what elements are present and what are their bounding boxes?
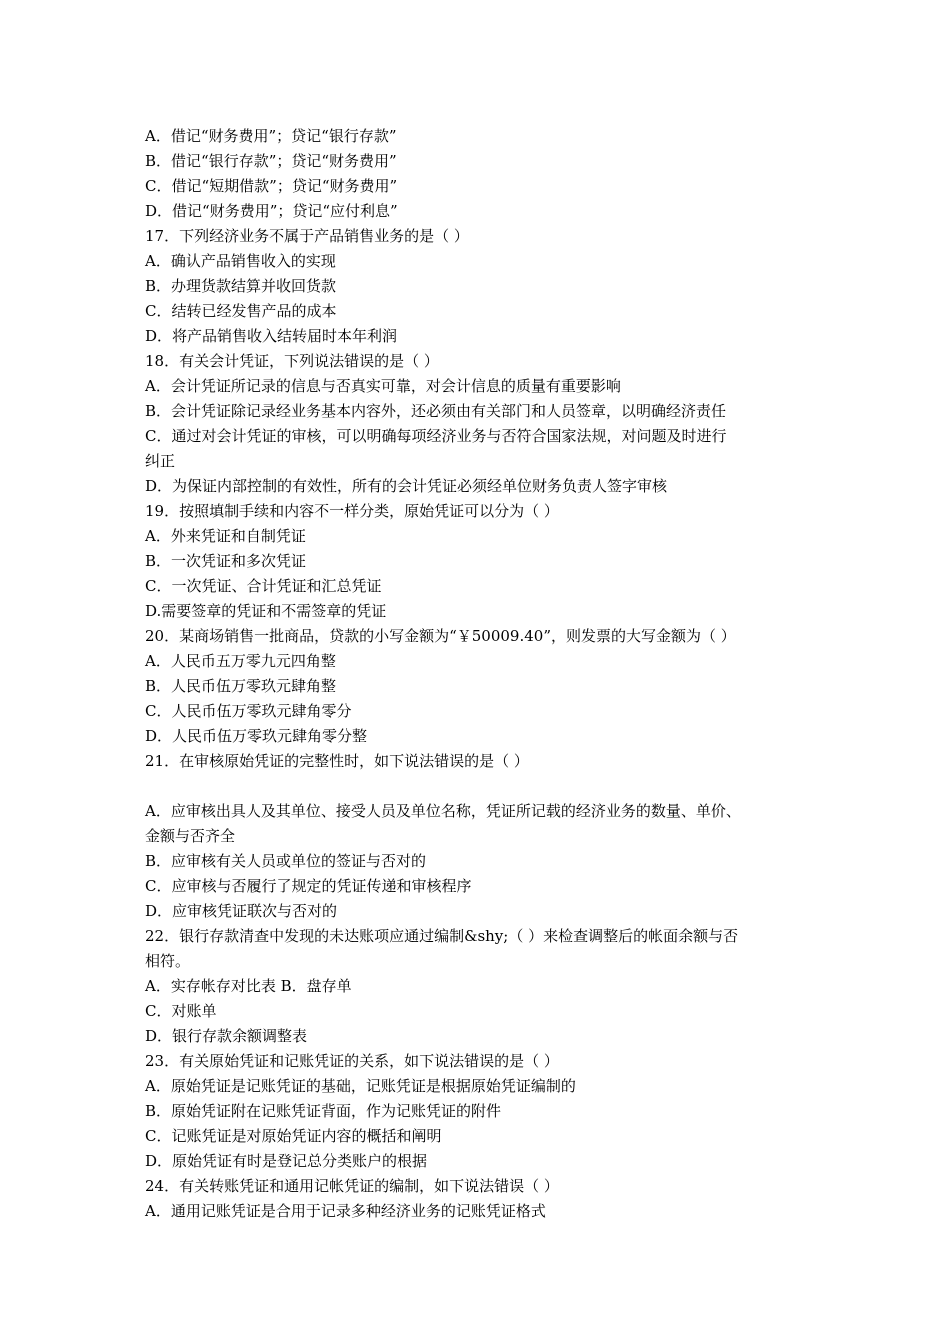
text-line: C．应审核与否履行了规定的凭证传递和审核程序 xyxy=(145,877,472,895)
text-line: D．人民币伍万零玖元肆角零分整 xyxy=(145,727,368,745)
text-line: 相符。 xyxy=(145,952,191,970)
text-line: B．借记“银行存款”；贷记“财务费用” xyxy=(145,152,397,170)
text-line: 金额与否齐全 xyxy=(145,827,236,845)
text-line: D．将产品销售收入结转届时本年利润 xyxy=(145,327,398,345)
question-line: 20．某商场销售一批商品，贷款的小写金额为“￥50009.40”，则发票的大写金额为（ ） xyxy=(145,627,736,645)
text-line: D．银行存款余额调整表 xyxy=(145,1027,308,1045)
blank-line xyxy=(145,774,835,799)
text-line: D．原始凭证有时是登记总分类账户的根据 xyxy=(145,1152,428,1170)
text-line: B．会计凭证除记录经业务基本内容外，还必须由有关部门和人员签章，以明确经济责任 xyxy=(145,402,727,420)
question-line: 22．银行存款清查中发现的未达账项应通过编制&shy;（ ）来检查调整后的帐面余额与否 xyxy=(145,927,739,945)
question-line: 23．有关原始凭证和记账凭证的关系，如下说法错误的是（ ） xyxy=(145,1052,559,1070)
text-line: D.需要签章的凭证和不需签章的凭证 xyxy=(145,602,387,620)
question-line: 24．有关转账凭证和通用记帐凭证的编制，如下说法错误（ ） xyxy=(145,1177,559,1195)
text-line: C．人民币伍万零玖元肆角零分 xyxy=(145,702,352,720)
text-line: B．一次凭证和多次凭证 xyxy=(145,552,307,570)
text-line: D．为保证内部控制的有效性，所有的会计凭证必须经单位财务负责人签字审核 xyxy=(145,477,668,495)
text-line: A．会计凭证所记录的信息与否真实可靠，对会计信息的质量有重要影响 xyxy=(145,377,621,395)
question-line: 19．按照填制手续和内容不一样分类，原始凭证可以分为（ ） xyxy=(145,502,559,520)
text-line: B．办理货款结算并收回货款 xyxy=(145,277,337,295)
text-line: B．人民币伍万零玖元肆角整 xyxy=(145,677,337,695)
text-line: A．原始凭证是记账凭证的基础，记账凭证是根据原始凭证编制的 xyxy=(145,1077,576,1095)
text-line: C．通过对会计凭证的审核，可以明确每项经济业务与否符合国家法规，对问题及时进行 xyxy=(145,427,727,445)
question-line: 17．下列经济业务不属于产品销售业务的是（ ） xyxy=(145,227,469,245)
text-line: A．借记“财务费用”；贷记“银行存款” xyxy=(145,127,397,145)
text-line: C．记账凭证是对原始凭证内容的概括和阐明 xyxy=(145,1127,442,1145)
text-line: D．借记“财务费用”；贷记“应付利息” xyxy=(145,202,398,220)
text-line: A．外来凭证和自制凭证 xyxy=(145,527,306,545)
text-line: C．结转已经发售产品的成本 xyxy=(145,302,337,320)
question-line: 18．有关会计凭证，下列说法错误的是（ ） xyxy=(145,352,439,370)
document-body xyxy=(145,124,835,1224)
text-line: A．实存帐存对比表 B．盘存单 xyxy=(145,977,352,995)
text-line: B．原始凭证附在记账凭证背面，作为记账凭证的附件 xyxy=(145,1102,502,1120)
text-line: 纠正 xyxy=(145,452,176,470)
text-line: A．确认产品销售收入的实现 xyxy=(145,252,336,270)
text-line: A．通用记账凭证是合用于记录多种经济业务的记账凭证格式 xyxy=(145,1202,546,1220)
text-line: A．人民币五万零九元四角整 xyxy=(145,652,336,670)
text-line: C．对账单 xyxy=(145,1002,217,1020)
text-line: D．应审核凭证联次与否对的 xyxy=(145,902,338,920)
text-line: C．一次凭证、合计凭证和汇总凭证 xyxy=(145,577,382,595)
question-line: 21．在审核原始凭证的完整性时，如下说法错误的是（ ） xyxy=(145,752,529,770)
text-line: B．应审核有关人员或单位的签证与否对的 xyxy=(145,852,427,870)
text-line: C．借记“短期借款”；贷记“财务费用” xyxy=(145,177,398,195)
text-line: A．应审核出具人及其单位、接受人员及单位名称，凭证所记载的经济业务的数量、单价、 xyxy=(145,802,741,820)
